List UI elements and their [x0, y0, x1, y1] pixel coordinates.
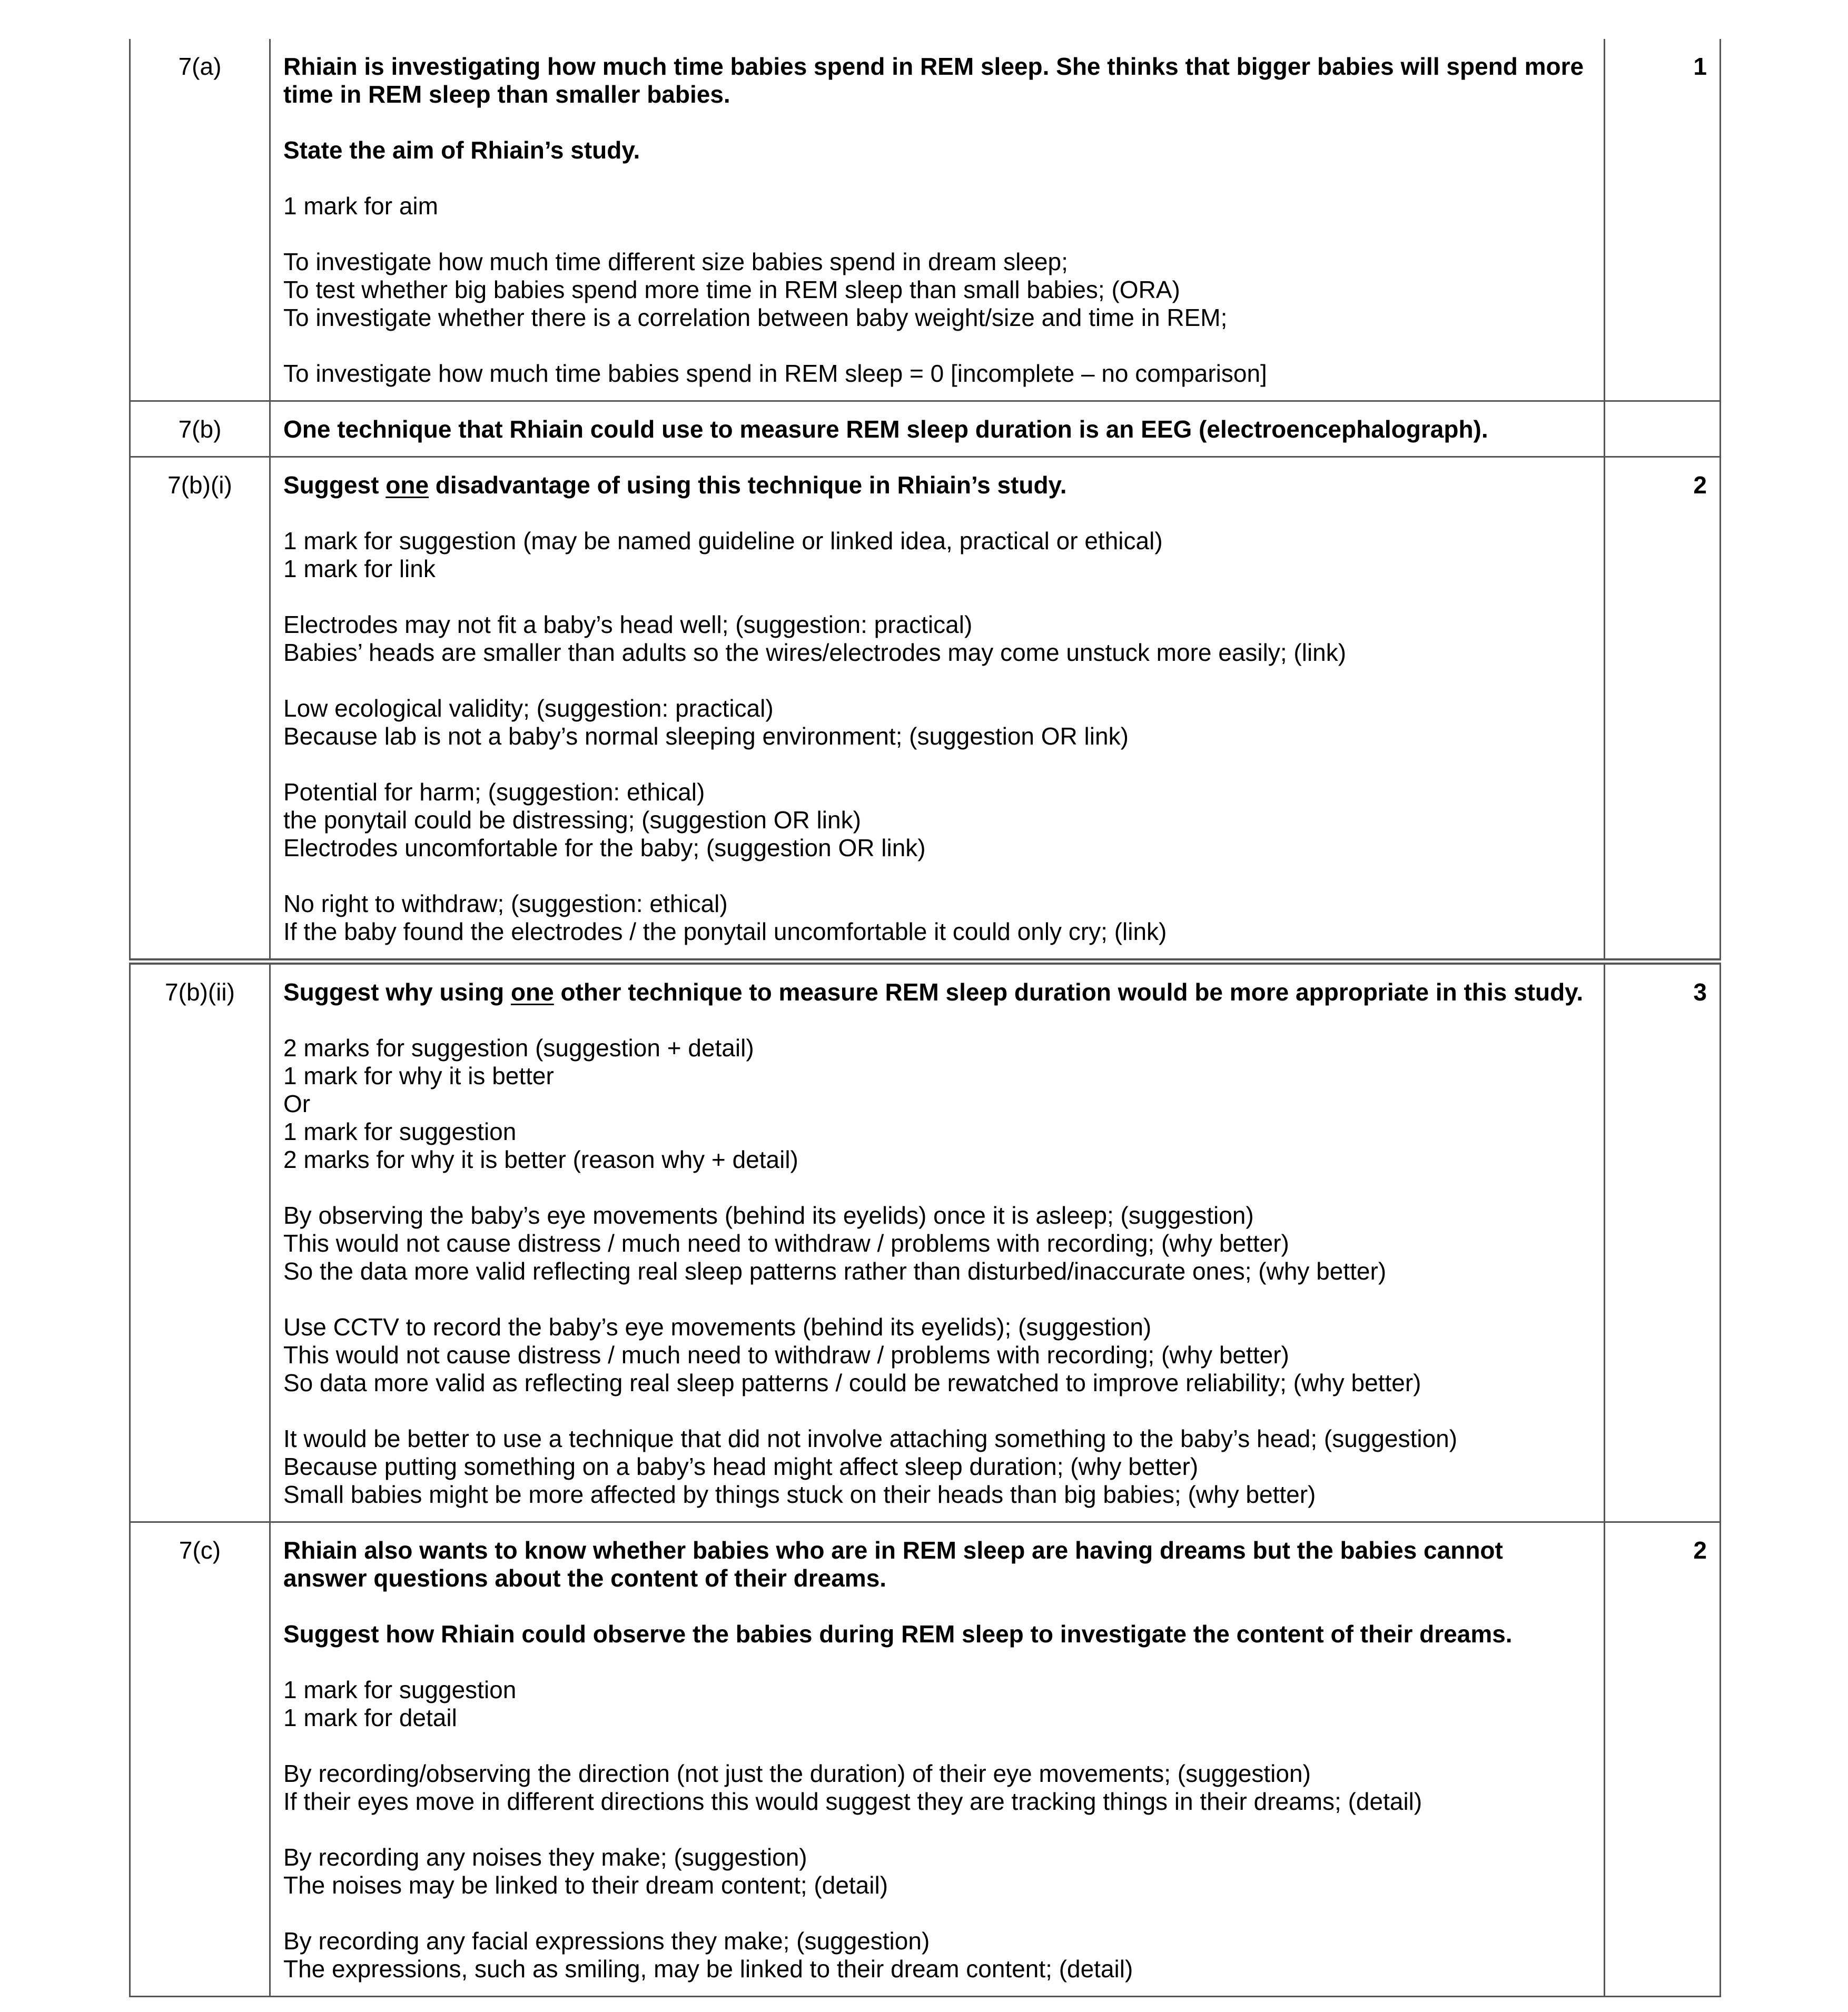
answer-block [283, 1034, 1591, 1174]
answer-line: It would be better to use a technique that did not involve attaching something to the baby’s head; (suggestion) [283, 1425, 1458, 1452]
mark-scheme-sheet [129, 39, 1719, 1997]
answer-line: Because lab is not a baby’s normal sleeping environment; (suggestion OR link) [283, 722, 1129, 750]
answer-line: the ponytail could be distressing; (suggestion OR link) [283, 806, 861, 834]
answer-block [283, 1676, 1591, 1732]
answer-line: Potential for harm; (suggestion: ethical) [283, 778, 705, 806]
answer-block [283, 611, 1591, 667]
answer-line: By recording any facial expressions they make; (suggestion) [283, 1927, 930, 1955]
row-7bi [130, 457, 1721, 962]
answer-block [283, 360, 1591, 388]
marks-value [1605, 401, 1721, 457]
answer-line: Low ecological validity; (suggestion: practical) [283, 695, 774, 722]
answer-block [283, 695, 1591, 750]
question-number: 7(c) [130, 1522, 270, 1997]
question-text: One technique that Rhiain could use to measure REM sleep duration is an EEG (electroencephalograph). [283, 415, 1488, 443]
answer-block [283, 1927, 1591, 1983]
answer-line: By observing the baby’s eye movements (behind its eyelids) once it is asleep; (suggestion) [283, 1202, 1254, 1229]
marks-value: 1 [1605, 39, 1721, 401]
answer-line: To investigate how much time different size babies spend in dream sleep; [283, 248, 1068, 275]
question-text-part: other technique to measure REM sleep duration would be more appropriate in this study. [554, 978, 1584, 1006]
answer-line: Small babies might be more affected by things stuck on their heads than big babies; (why better) [283, 1481, 1316, 1508]
answer-line: 1 mark for detail [283, 1704, 457, 1731]
answer-block [283, 1425, 1591, 1509]
answer-line: The expressions, such as smiling, may be linked to their dream content; (detail) [283, 1955, 1133, 1983]
answer-line: Babies’ heads are smaller than adults so the wires/electrodes may come unstuck more easily; (link) [283, 639, 1347, 666]
answer-line: By recording/observing the direction (not just the duration) of their eye movements; (suggestion) [283, 1760, 1311, 1787]
answer-line: Because putting something on a baby’s head might affect sleep duration; (why better) [283, 1453, 1199, 1480]
answer-line: If the baby found the electrodes / the ponytail uncomfortable it could only cry; (link) [283, 918, 1167, 945]
answer-line: 1 mark for why it is better [283, 1062, 554, 1089]
answer-block [283, 192, 1591, 220]
answer-line: So data more valid as reflecting real sleep patterns / could be rewatched to improve reliability; (why better) [283, 1369, 1421, 1396]
question-emphasis: one [386, 471, 429, 499]
question-number: 7(b) [130, 401, 270, 457]
question-emphasis: one [510, 978, 554, 1006]
answer-block [283, 1843, 1591, 1899]
mark-scheme-table [129, 39, 1721, 1997]
row-7bii [130, 962, 1721, 1522]
answer-block [283, 527, 1591, 583]
answer-line: 1 mark for suggestion [283, 1676, 517, 1703]
question-text: Rhiain is investigating how much time babies spend in REM sleep. She thinks that bigger babies will spend more time in REM sleep than smaller babies. [283, 53, 1584, 108]
answer-block [283, 1760, 1591, 1816]
answer-block [283, 778, 1591, 862]
answer-line: 1 mark for aim [283, 192, 438, 220]
answer-line: 1 mark for suggestion (may be named guideline or linked idea, practical or ethical) [283, 527, 1163, 554]
question-instruction: State the aim of Rhiain’s study. [283, 136, 640, 164]
answer-block [283, 248, 1591, 332]
answer-line: Electrodes uncomfortable for the baby; (suggestion OR link) [283, 834, 926, 861]
question-cell [270, 962, 1605, 1522]
marks-value: 3 [1605, 962, 1721, 1522]
answer-line: To investigate whether there is a correlation between baby weight/size and time in REM; [283, 304, 1228, 331]
question-cell [270, 1522, 1605, 1997]
answer-line: 2 marks for suggestion (suggestion + detail) [283, 1034, 754, 1062]
answer-block [283, 1313, 1591, 1397]
question-cell [270, 401, 1605, 457]
question-text [283, 471, 1591, 499]
answer-line: So the data more valid reflecting real sleep patterns rather than disturbed/inaccurate ones; (why better) [283, 1257, 1387, 1285]
answer-block [283, 1202, 1591, 1285]
question-text-part: disadvantage of using this technique in Rhiain’s study. [429, 471, 1067, 499]
question-number: 7(b)(i) [130, 457, 270, 962]
question-cell [270, 457, 1605, 962]
question-text [283, 978, 1591, 1006]
row-7b [130, 401, 1721, 457]
answer-line: 1 mark for link [283, 555, 436, 582]
question-text: Rhiain also wants to know whether babies who are in REM sleep are having dreams but the babies cannot answer questions about the content of their dreams. [283, 1537, 1503, 1592]
question-number: 7(b)(ii) [130, 962, 270, 1522]
answer-line: Electrodes may not fit a baby’s head well; (suggestion: practical) [283, 611, 973, 638]
answer-line: 1 mark for suggestion [283, 1118, 517, 1145]
question-text-part: Suggest why using [283, 978, 511, 1006]
question-number: 7(a) [130, 39, 270, 401]
answer-line: Or [283, 1090, 311, 1117]
answer-line: No right to withdraw; (suggestion: ethical) [283, 890, 728, 917]
question-instruction: Suggest how Rhiain could observe the babies during REM sleep to investigate the content of their dreams. [283, 1620, 1513, 1648]
question-text-part: Suggest [283, 471, 386, 499]
answer-line: By recording any noises they make; (suggestion) [283, 1843, 807, 1871]
answer-line: Use CCTV to record the baby’s eye movements (behind its eyelids); (suggestion) [283, 1313, 1152, 1341]
answer-line: To investigate how much time babies spend in REM sleep = 0 [incomplete – no comparison] [283, 360, 1267, 387]
answer-line: This would not cause distress / much need to withdraw / problems with recording; (why better) [283, 1341, 1289, 1369]
marks-value: 2 [1605, 1522, 1721, 1997]
row-7a [130, 39, 1721, 401]
row-7c [130, 1522, 1721, 1997]
marks-value: 2 [1605, 457, 1721, 962]
answer-line: This would not cause distress / much need to withdraw / problems with recording; (why better) [283, 1230, 1289, 1257]
answer-block [283, 890, 1591, 946]
answer-line: If their eyes move in different directions this would suggest they are tracking things in their dreams; (detail) [283, 1788, 1422, 1815]
answer-line: To test whether big babies spend more time in REM sleep than small babies; (ORA) [283, 276, 1180, 303]
question-cell [270, 39, 1605, 401]
answer-line: 2 marks for why it is better (reason why + detail) [283, 1146, 798, 1173]
answer-line: The noises may be linked to their dream content; (detail) [283, 1871, 888, 1899]
